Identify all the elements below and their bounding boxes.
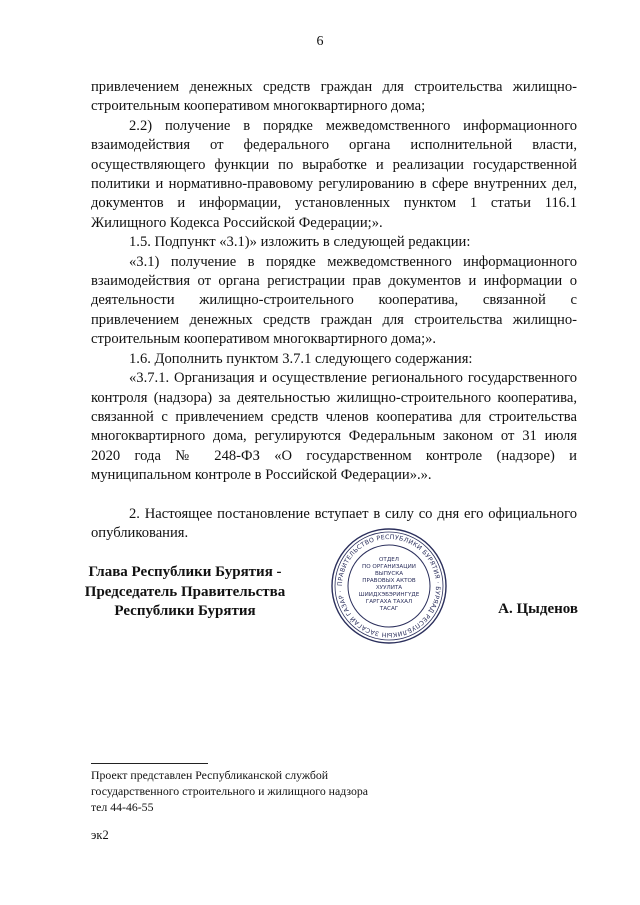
seal-center-line: ХУУЛИТА (375, 585, 403, 591)
footnote-line: Проект представлен Республиканской службой (91, 768, 329, 782)
signatory-title-line: Республики Бурятия (114, 603, 256, 619)
paragraph-clause-3-7-1: «3.7.1. Организация и осуществление регионального государственного контроля (надзора) за деятельностью жилищно-строительного кооператива, связанной с привлечением средств членов кооператива для строительства многоквартирного дома, регулируются Федеральным законом от 31 июля 2020 года № 248-ФЗ «О государственном контроле (надзоре) и муниципальном контроле в Российской Федерации».». (91, 370, 577, 484)
seal-center-line: ВЫПУСКА (374, 571, 404, 577)
paragraph-clause-3-1: «3.1) получение в порядке межведомственного информационного взаимодействия от органа регистрации прав документов и информации о деятельности жилищно-строительного кооператива, связанной с привлечением денежных средств граждан для строительства жилищно-строительным кооперативом многоквартирного дома;». (91, 253, 577, 348)
paragraph-clause-2-2: 2.2) получение в порядке межведомственного информационного взаимодействия от федерального органа исполнительной власти, осуществляющего функции по выработке и реализации государственной политики и нормативно-правовому регулированию в сфере внутренних дел, документов и информации, установленных пунктом 1 статьи 116.1 Жилищного Кодекса Российской Федерации;». (91, 117, 577, 231)
seal-center-line: ГАРГАХА ТАХАЛ (365, 599, 413, 605)
document-code: эк2 (91, 828, 109, 842)
signatory-title (80, 563, 290, 622)
seal-center-line: ОТДЕЛ (379, 557, 399, 563)
paragraph-item-1-6: 1.6. Дополнить пунктом 3.7.1 следующего содержания: (129, 350, 473, 367)
signatory-title-line: Глава Республики Бурятия - (88, 564, 282, 580)
seal-center-line: ТАСАГ (379, 606, 399, 612)
signatory-name: А. Цыденов (498, 601, 578, 617)
paragraph-continuation: привлечением денежных средств граждан для строительства жилищно-строительным кооперативом многоквартирного дома; (91, 79, 577, 115)
paragraph-item-2: 2. Настоящее постановление вступает в силу со дня его официального опубликования. (91, 505, 577, 541)
seal-center-line: ПРАВОВЫХ АКТОВ (362, 578, 416, 584)
paragraph-item-1-5: 1.5. Подпункт «3.1)» изложить в следующей редакции: (129, 234, 471, 251)
seal-ring-text: ПРАВИТЕЛЬСТВО РЕСПУБЛИКИ БУРЯТИЯ · БУРЯАД РЕСПУБЛИКЫН ЗАСАГАЙ ГАЗАР · (336, 533, 442, 639)
document-body (91, 78, 577, 543)
seal-center-line: ПО ОРГАНИЗАЦИИ (362, 564, 416, 570)
seal-center-line: ШИИДХЭБЭРИНГҮДЕ (358, 592, 420, 598)
footnote-line: государственного строительного и жилищного надзора (91, 784, 368, 798)
signatory-title-line: Председатель Правительства (84, 583, 286, 600)
footnote-divider (91, 763, 208, 764)
footnote (91, 767, 368, 815)
page-number: 6 (316, 34, 324, 49)
official-seal (330, 527, 448, 645)
footnote-phone: тел 44-46-55 (91, 800, 154, 814)
